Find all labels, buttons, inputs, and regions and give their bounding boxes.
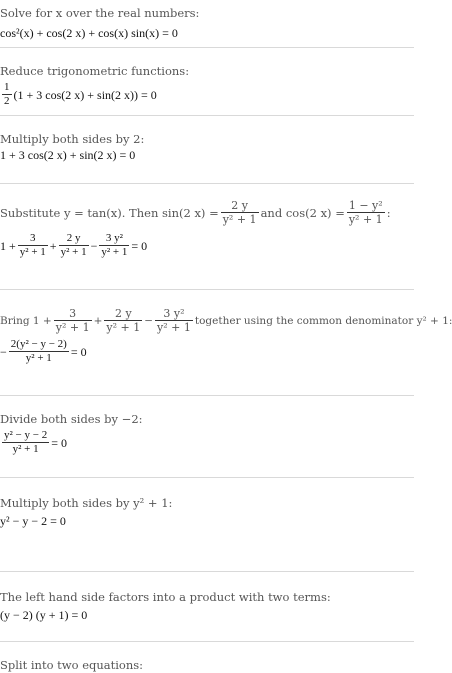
- equation: $\frac{1}{2}$ (1 + 3 cos(2 x) + sin(2 x)) = 0: [4, 81, 157, 107]
- step-description: Multiply both sides by y² + 1:: [0, 496, 173, 510]
- equation: 1 + 3 cos(2 x) + sin(2 x) = 0: [0, 148, 136, 162]
- equation: y² − y − 2 = 0: [0, 514, 66, 528]
- step-6: [0, 396, 414, 478]
- fraction: $\frac{1}{2}$: [4, 81, 10, 107]
- equation: $\frac{\text{y² − y − 2}}{\text{y² + 1}}$ = 0: [4, 429, 67, 455]
- step-3: [0, 116, 414, 184]
- step-description: Divide both sides by −2:: [0, 412, 143, 426]
- step-1: [0, 0, 414, 48]
- step-5: [0, 290, 452, 396]
- step-description: Split into two equations:: [0, 658, 144, 672]
- step-4: [0, 184, 414, 290]
- step-description: Substitute y = tan(x). Then sin(2 x) = $\frac{2 y}{\text{y² + 1}}$ and cos(2 x) = $\frac{\text{1 − y²}}{\text{y² + 1}}$ :: [0, 199, 391, 226]
- equation: cos²(x) + cos(2 x) + cos(x) sin(x) = 0: [0, 26, 178, 40]
- step-description: Solve for x over the real numbers:: [0, 6, 200, 20]
- step-description: Bring 1 + $\frac{3}{\text{y² + 1}}$ + $\frac{2 y}{\text{y² + 1}}$ − $\frac{\text{3 y²}}{\text{y² + 1}}$ together using the common denominator y² + 1:: [0, 307, 452, 334]
- equation: − $\frac{\text{2(y² − y − 2)}}{\text{y² + 1}}$ = 0: [0, 338, 87, 364]
- equation: 1 + $\frac{3}{\text{y² + 1}}$ + $\frac{2 y}{\text{y² + 1}}$ − $\frac{\text{3 y²}}{\text{y² + 1}}$ = 0: [0, 232, 148, 258]
- step-8: [0, 572, 414, 642]
- equation: (y − 2) (y + 1) = 0: [0, 608, 88, 622]
- step-description: Reduce trigonometric functions:: [0, 64, 190, 78]
- step-7: [0, 478, 414, 572]
- step-9: [0, 642, 414, 672]
- step-description: The left hand side factors into a product with two terms:: [0, 590, 331, 604]
- step-2: [0, 48, 414, 116]
- step-description: Multiply both sides by 2:: [0, 132, 145, 146]
